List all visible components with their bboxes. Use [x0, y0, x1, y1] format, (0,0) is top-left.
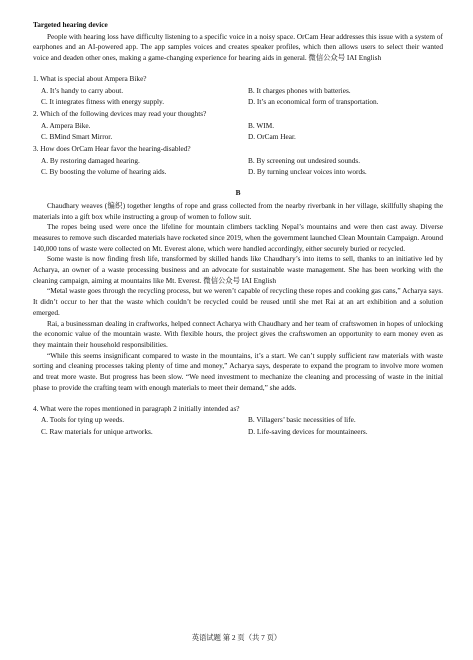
passage-b-paragraph-4: “Metal waste goes through the recycling process, but we weren’t capable of recycling these ropes and cooking gas cans,” Acharya says. It didn’t occur to her that the waste which couldn’t be recycled could be reused until she met Rai at an art exhibition and a solution emerged. — [33, 286, 443, 317]
passage-b-paragraph-2: The ropes being used were once the lifeline for mountain climbers tackling Nepal’s mountains and were then cast away. Diverse measures to remove such discarded materials have rocketed since 2019, when the government launched Clean Mountain Campaign. Around 140,000 tons of waste were collected on Mt. Everest alone, which were handled accordingly, either securely buried or recycled. — [33, 222, 443, 253]
option-d: D. By turning unclear voices into words. — [248, 167, 367, 177]
options — [41, 156, 443, 178]
page-footer: 英语试题 第 2 页（共 7 页） — [191, 633, 282, 642]
question-1 — [33, 74, 443, 108]
option-c: C. It integrates fitness with energy supply. — [41, 97, 165, 107]
section-b-label: B — [235, 188, 241, 198]
option-a: A. Tools for tying up weeds. — [41, 415, 125, 425]
options — [41, 415, 443, 437]
option-c: C. BMind Smart Mirror. — [41, 132, 113, 142]
option-b: B. It charges phones with batteries. — [248, 85, 351, 95]
options — [41, 86, 443, 108]
option-d: D. Life-saving devices for mountaineers. — [248, 426, 368, 436]
question-text: 3. How does OrCam Hear favor the hearing-disabled? — [33, 144, 191, 154]
question-text: 2. Which of the following devices may read your thoughts? — [33, 108, 207, 118]
passage-b-paragraph-3: Some waste is now finding fresh life, transformed by skilled hands like Chaudhary’s into items to sell, thanks to an initiative led by Acharya, an owner of a waste processing business and an advocate for sustainable waste management. She has been working with the cleaning campaign, aiming at mountains like Mt. Everest. 微信公众号 IAI English — [33, 254, 443, 285]
option-a: A. Ampera Bike. — [41, 120, 91, 130]
passage-b-paragraph-6: “While this seems insignificant compared to waste in the mountains, it’s a start. We can’t supply sufficient raw materials with waste sorting and cleaning processes taking plenty of time and money,” Acharya says, desperate to expand the program to involve more women and treat more waste. But progress has been slow. “We need investment to mechanize the cleaning and processing of waste in the initial phase to provide the crafting team with enough materials to meet their demand,” she adds. — [33, 350, 443, 392]
option-c: C. By boosting the volume of hearing aids. — [41, 167, 167, 177]
passage-a-paragraph: People with hearing loss have difficulty listening to a specific voice in a noisy space. OrCam Hear addresses this issue with a system of earphones and an AI-powered app. The app samples voices and creates speaker profiles, which then allows users to select their wanted voice and deaden other ones, making a game-changing experience for hearing aids in general. 微信公众号 IAI English — [33, 31, 443, 63]
question-3 — [33, 144, 443, 178]
section-title: Targeted hearing device — [33, 20, 108, 29]
options — [41, 121, 443, 143]
questions-a — [33, 74, 443, 178]
option-d: D. It’s an economical form of transportation. — [248, 97, 379, 107]
option-d: D. OrCam Hear. — [248, 132, 296, 142]
question-text: 1. What is special about Ampera Bike? — [33, 73, 147, 83]
option-b: B. By screening out undesired sounds. — [248, 155, 361, 165]
option-b: B. Villagers’ basic necessities of life. — [248, 415, 356, 425]
option-a: A. It’s handy to carry about. — [41, 85, 124, 95]
passage-b — [33, 201, 443, 394]
passage-b-paragraph-1: Chaudhary weaves (编织) together lengths of rope and grass collected from the nearby riverbank in her village, skillfully shaping the materials into a gift box while instructing a group of women to follow suit. — [33, 200, 443, 221]
passage-b-paragraph-5: Rai, a businessman dealing in craftworks, helped connect Acharya with Chaudhary and her team of craftswomen in hopes of unlocking the economic value of the mountain waste. With flexible hours, the project gives the craftswomen an opportunity to earn money even as they maintain their household responsibilities. — [33, 318, 443, 349]
question-2 — [33, 109, 443, 143]
option-b: B. WIM. — [248, 120, 275, 130]
option-a: A. By restoring damaged hearing. — [41, 155, 140, 165]
question-text: 4. What were the ropes mentioned in paragraph 2 initially intended as? — [33, 403, 240, 413]
option-c: C. Raw materials for unique artworks. — [41, 426, 153, 436]
question-4 — [33, 404, 443, 438]
